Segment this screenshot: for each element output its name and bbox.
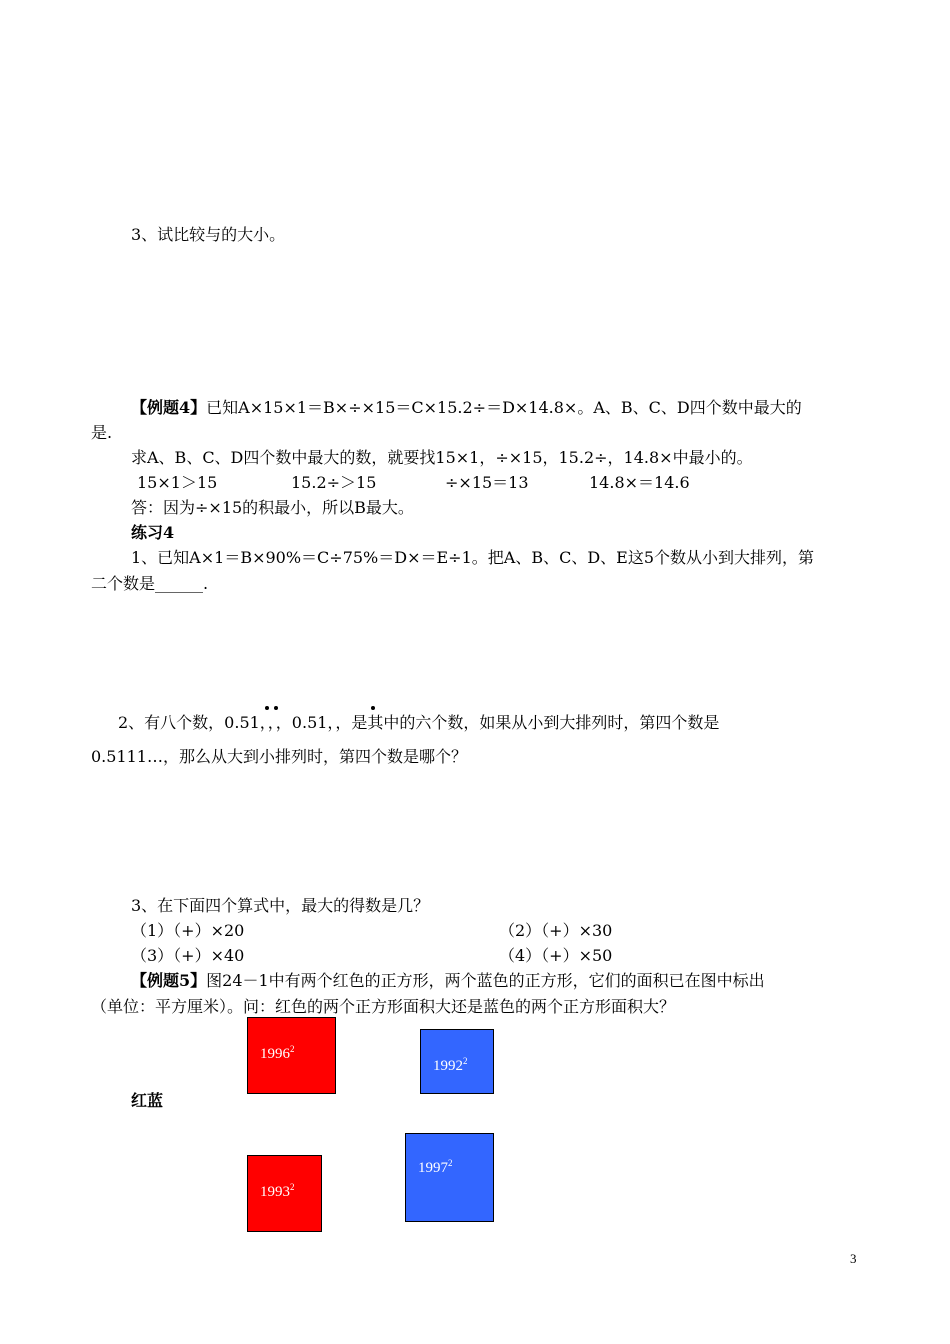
square-label: 1997$^2$ — [418, 1158, 453, 1176]
square-label: 1996$^2$ — [260, 1044, 295, 1062]
square-label: 1992$^2$ — [433, 1056, 468, 1074]
practice-4-q3-opt-4: （4）（+）×50 — [499, 946, 613, 965]
red-square-1993 — [247, 1155, 322, 1232]
repeating-dot — [371, 706, 375, 710]
page-number: 3 — [850, 1251, 857, 1266]
practice-4-q3-opt-2: （2）（+）×30 — [499, 921, 613, 940]
example-5-line2: （单位：平方厘米）。问：红色的两个正方形面积大还是蓝色的两个正方形面积大？ — [91, 997, 676, 1016]
example-4-text: 已知A×15×1＝B×÷×15＝C×15.2÷＝D×14.8×。A、B、C、D四个数中最大的 — [206, 398, 802, 417]
practice-4-q3: 3、在下面四个算式中，最大的得数是几？ — [131, 896, 430, 915]
example-4-calc-4: 14.8×＝14.6 — [589, 473, 690, 492]
practice-4-q1-line2: 二个数是______. — [91, 574, 209, 593]
example-5-title: 【例题5】 — [131, 971, 207, 990]
repeating-dot — [265, 706, 269, 710]
practice-4-q2-line1: 2、有八个数，0.51，，，0.51，，是其中的六个数，如果从小到大排列时，第四个数是 — [118, 713, 720, 732]
practice-4-q2-line2: 0.5111…，那么从大到小排列时，第四个数是哪个？ — [91, 747, 467, 766]
example-4-answer: 答：因为÷×15的积最小，所以B最大。 — [131, 498, 414, 517]
repeating-dot — [274, 706, 278, 710]
example-4-title: 【例题4】 — [131, 398, 207, 417]
example-4-calc-2: 15.2÷＞15 — [291, 473, 377, 492]
color-legend: 红蓝 — [131, 1091, 164, 1110]
red-square-1996 — [247, 1017, 336, 1094]
example-5-line1 — [131, 970, 765, 992]
blue-square-1992 — [420, 1029, 494, 1094]
blue-square-1997 — [405, 1133, 494, 1222]
practice-4-q3-opt-3: （3）（+）×40 — [131, 946, 245, 965]
example-4-calc-3: ÷×15＝13 — [445, 473, 529, 492]
example-4-line2: 是. — [91, 423, 113, 442]
practice-4-q3-opt-1: （1）（+）×20 — [131, 921, 245, 940]
practice-4-q1-line1: 1、已知A×1＝B×90%＝C÷75%＝D×＝E÷1。把A、B、C、D、E这5个数从小到大排列，第 — [131, 548, 815, 567]
square-label: 1993$^2$ — [260, 1182, 295, 1200]
practice-4-title: 练习4 — [131, 523, 175, 542]
practice-3-question: 3、试比较与的大小。 — [131, 225, 286, 244]
example-4-line3: 求A、B、C、D四个数中最大的数，就要找15×1，÷×15，15.2÷，14.8×中最小的。 — [131, 448, 753, 467]
example-5-text: 图24－1中有两个红色的正方形，两个蓝色的正方形，它们的面积已在图中标出 — [206, 971, 765, 990]
example-4-line1 — [131, 397, 802, 419]
example-4-calc-1: 15×1＞15 — [137, 473, 218, 492]
